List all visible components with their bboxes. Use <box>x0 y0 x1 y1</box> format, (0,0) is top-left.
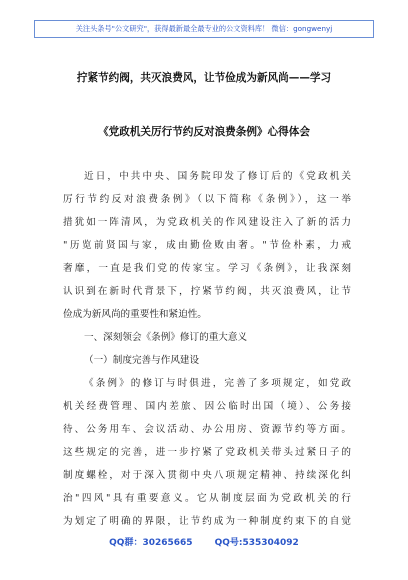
body-line: 制度螺栓，对于深入贯彻中央八项规定精神、持续深化纠 <box>63 470 351 481</box>
body-line: 待、公务用车、会议活动、办公用房、资源节约等方面。 <box>63 424 351 435</box>
body-line: 措犹如一阵清风，为党政机关的作风建设注入了新的活力 <box>63 217 351 228</box>
body-line: 俭成为新风尚的重要性和紧迫性。 <box>63 309 207 320</box>
body-line: 奢靡，一直是我们党的传家宝。学习《条例》，让我深刻 <box>63 263 351 274</box>
body-line: 这些规定的完善，进一步拧紧了党政机关带头过紧日子的 <box>63 447 351 458</box>
qq-number-text: QQ号:535304092 <box>214 538 299 548</box>
document-title-line-1: 拧紧节约阀，共灭浪费风，让节俭成为新风尚——学习 <box>76 72 332 84</box>
body-line: 机关经费管理、国内差旅、因公临时出国（境）、公务接 <box>63 401 351 412</box>
footer-contact <box>0 535 408 548</box>
body-line: 近日，中共中央、国务院印发了修订后的《党政机关 <box>84 171 351 182</box>
section-heading: 一、深刻领会《条例》修订的重大意义 <box>84 332 248 343</box>
qq-group-text: QQ群：30265665 <box>109 538 193 548</box>
document-title-line-2: 《党政机关厉行节约反对浪费条例》心得体会 <box>98 126 310 138</box>
body-line: 治"四风"具有重要意义。它从制度层面为党政机关的行 <box>63 493 351 504</box>
header-banner <box>34 20 374 38</box>
body-line: 厉行节约反对浪费条例》（以下简称《条例》），这一举 <box>63 194 351 205</box>
body-line: 认识到在新时代背景下，拧紧节约阀，共灭浪费风，让节 <box>63 286 351 297</box>
header-banner-text: 关注头条号"公文研究"，获得最新最全最专业的公文资料库！ 微信：gongwenyj <box>75 24 333 33</box>
body-line: 《条例》的修订与时俱进，完善了多项规定，如党政 <box>84 378 351 389</box>
body-line: "历览前贤国与家，成由勤俭败由奢。"节俭朴素，力戒 <box>63 240 351 251</box>
subsection-heading: （一）制度完善与作风建设 <box>84 355 200 366</box>
body-line: 为划定了明确的界限，让节约成为一种制度约束下的自觉 <box>63 516 351 527</box>
